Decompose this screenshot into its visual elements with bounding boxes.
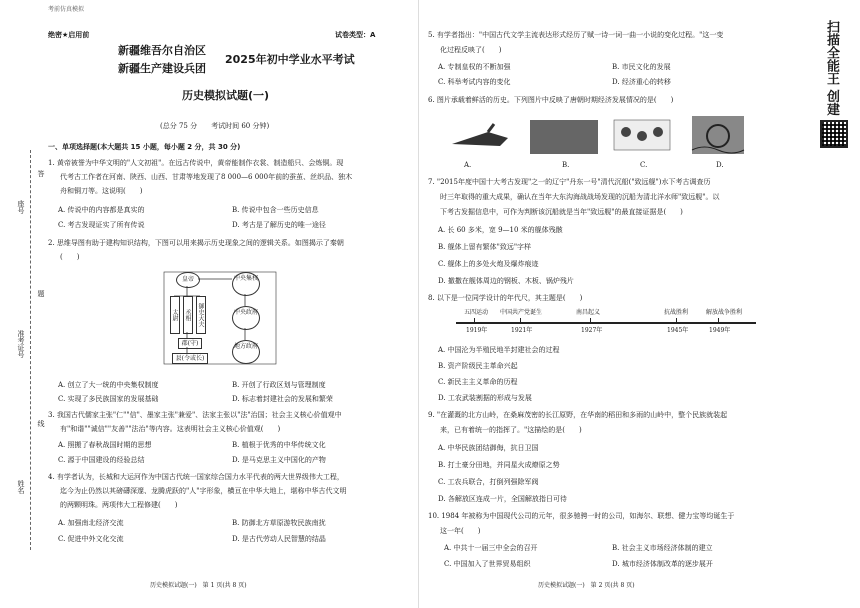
timeline-axis (456, 322, 756, 324)
seal-line: 线 (37, 420, 45, 427)
page-divider (418, 0, 419, 608)
scanner-brand: 扫描全能王 创建 (824, 20, 839, 116)
concept-circle-1: 中央集权 (232, 272, 260, 296)
timeline-year-4: 1945年 (667, 327, 689, 334)
exam-no-label: 准考证号 (17, 330, 25, 358)
q6-image-c-carving[interactable] (612, 116, 672, 154)
q9-option-a[interactable]: A. 中华民族团结御侮，抗日卫国 (438, 444, 539, 452)
carving-icon (612, 116, 672, 154)
q7-option-b[interactable]: B. 舰体上留有繁体"致远"字样 (438, 243, 532, 251)
jun-node: 郡(守) (178, 338, 202, 349)
q6-label-d: D. (716, 161, 724, 169)
timeline-tick-2 (520, 318, 521, 324)
concept-circle-2: 中央政府 (232, 306, 260, 330)
q7-option-a[interactable]: A. 长 60 多米，宽 9—10 米的舰体残骸 (438, 226, 563, 234)
chengxiang-node: 丞相 (183, 296, 193, 334)
timeline-year-3: 1927年 (581, 327, 603, 334)
qr-code-icon[interactable] (820, 120, 848, 148)
xian-node: 县(令或长) (172, 353, 208, 364)
taiwei-node: 太尉 (170, 296, 180, 334)
q10-option-b[interactable]: B. 社会主义市场经济体制的建立 (612, 544, 713, 552)
q6-image-b-bronze[interactable] (530, 120, 598, 154)
plough-icon (448, 118, 518, 154)
q2-option-a[interactable]: A. 创立了大一统的中央集权制度 (58, 381, 159, 389)
yushi-node: 御史大夫 (196, 296, 206, 334)
q4-option-a[interactable]: A. 加强南北经济交流 (58, 519, 124, 527)
timeline-event-1: 五四运动 (464, 309, 489, 316)
q6-image-a-plough[interactable] (448, 118, 518, 154)
seal-question: 题 (37, 290, 45, 297)
q5-option-b[interactable]: B. 市民文化的发展 (612, 63, 671, 71)
timeline-event-3: 南昌起义 (576, 309, 601, 316)
q6-label-b: B. (562, 161, 570, 169)
waterwheel-icon (690, 114, 746, 156)
q4-line-3: 的两颗明珠。两项伟大工程修建( ) (60, 501, 178, 509)
q4-line-1: 4. 有学者认为，长城和大运河作为中国古代统一国家综合国力水平代表的两大世界级伟大工程， (48, 473, 344, 481)
q1-option-c[interactable]: C. 考古发现证实了所有传说 (58, 221, 145, 229)
name-label: 姓名 (17, 480, 25, 494)
q9-option-c[interactable]: C. 工农兵联合，打倒列强除军阀 (438, 478, 539, 486)
q4-option-d[interactable]: D. 是古代劳动人民智慧的结晶 (232, 535, 326, 543)
q1-option-d[interactable]: D. 考古是了解历史的唯一途径 (232, 221, 326, 229)
q4-line-2: 迄今为止仍然以其磅礴深邃、龙腾虎跃的"人"字形象，横亘在中华大地上，堪称中华古代文明 (60, 487, 347, 495)
q7-line-3: 下考古发掘信息中，可作为判断该沉船就是当年"致远舰"的最直接证据是( ) (440, 208, 683, 216)
timeline-tick-5 (718, 318, 719, 324)
seal-answer: 答 (37, 170, 45, 177)
q8-option-d[interactable]: D. 工农武装割据的形成与发展 (438, 394, 532, 402)
region-line-2: 新疆生产建设兵团 (118, 62, 206, 75)
mind-map-connectors (160, 268, 280, 368)
timeline-tick-3 (590, 318, 591, 324)
timeline-event-4: 抗战胜利 (664, 309, 689, 316)
footer-left: 历史模拟试题(一) 第 1 页(共 8 页) (150, 582, 247, 589)
timeline-year-2: 1921年 (511, 327, 533, 334)
q5-option-d[interactable]: D. 经济重心的转移 (612, 78, 671, 86)
q2-line-1: 2. 思维导图有助于建构知识结构，下图可以用来揭示历史现象之间的逻辑关系。如图揭示了秦朝 (48, 239, 344, 247)
q5-option-c[interactable]: C. 科举考试内容的变化 (438, 78, 511, 86)
q1-line-2: 代考古工作者在河南、陕西、山西、甘肃等地发现了8 000—6 000年前的蚕茧、丝织品、独木 (60, 173, 353, 181)
q9-option-b[interactable]: B. 打土豪分田地，并同星火成燎原之势 (438, 461, 560, 469)
footer-right: 历史模拟试题(一) 第 2 页(共 8 页) (538, 582, 635, 589)
q6-label-a: A. (464, 161, 472, 169)
q10-line-2: 这一年( ) (440, 527, 481, 535)
timeline-year-5: 1949年 (709, 327, 731, 334)
q2-option-b[interactable]: B. 开创了行政区划与管理制度 (232, 381, 326, 389)
q5-line-2: 化过程反映了( ) (440, 46, 502, 54)
region-line-1: 新疆维吾尔自治区 (118, 44, 206, 57)
q10-option-d[interactable]: D. 城市经济体制改革的逐步展开 (612, 560, 713, 568)
concept-circle-3: 地方政府 (232, 340, 260, 364)
paper-type: 试卷类型：A (335, 31, 376, 39)
q2-option-d[interactable]: D. 标志着封建社会的发展和繁荣 (232, 395, 333, 403)
q9-line-2: 来，已有着统一的指挥了。"这描绘的是( ) (440, 426, 582, 434)
q5-option-a[interactable]: A. 专制皇权的不断加强 (438, 63, 511, 71)
subject-title: 历史模拟试题(一) (182, 89, 270, 102)
q4-option-c[interactable]: C. 促进中外文化交流 (58, 535, 124, 543)
emperor-node: 皇帝 (176, 272, 200, 288)
q1-line-3: 舟和铜刀等。这说明( ) (60, 187, 143, 195)
score-info: (总分 75 分 考试时间 60 分钟) (160, 122, 270, 130)
seal-dashed-line (30, 150, 31, 550)
q6-label-c: C. (640, 161, 648, 169)
watermark-text: 考前仿真模拟 (48, 6, 85, 13)
q8-line-1: 8. 以下是一位同学设计的年代尺，其主题是( ) (428, 294, 583, 302)
q1-option-b[interactable]: B. 传说中包含一些历史信息 (232, 206, 319, 214)
seat-label: 座号 (17, 200, 25, 214)
q10-option-a[interactable]: A. 中共十一届三中全会的召开 (444, 544, 538, 552)
q9-option-d[interactable]: D. 各解放区连成一片，全国解放指日可待 (438, 495, 567, 503)
timeline-event-5: 解放战争胜利 (706, 309, 743, 316)
q6-image-d-waterwheel[interactable] (690, 114, 746, 156)
exam-title: 2025年初中学业水平考试 (225, 53, 355, 66)
q3-option-b[interactable]: B. 植根于优秀的中华传统文化 (232, 441, 326, 449)
timeline-event-2: 中国共产党诞生 (500, 309, 543, 316)
q5-line-1: 5. 有学者指出："中国古代文学主流表达形式经历了赋一诗一词一曲一小说的变化过程。"这一变 (428, 31, 724, 39)
q1-option-a[interactable]: A. 传说中的内容都是真实的 (58, 206, 145, 214)
q3-option-d[interactable]: D. 是马克思主义中国化的产物 (232, 456, 326, 464)
q10-option-c[interactable]: C. 中国加入了世界贸易组织 (444, 560, 531, 568)
q6-line-1: 6. 图片承载着鲜活的历史。下列图片中反映了唐朝时期经济发展情况的是( ) (428, 96, 674, 104)
q10-line-1: 10. 1984 年被称为中国现代公司的元年，很多驰骋一时的公司，如海尔、联想、健力宝等均诞生于 (428, 512, 735, 520)
section-1-title: 一、单项选择题(本大题共 15 小题，每小题 2 分，共 30 分) (48, 143, 241, 151)
q3-line-2: 有"和谐""诚信""友善""法治"等内容。这表明社会主义核心价值观( ) (60, 425, 281, 433)
timeline-tick-4 (676, 318, 677, 324)
q2-line-2: ( ) (60, 253, 80, 261)
q8-option-c[interactable]: C. 新民主主义革命的历程 (438, 378, 518, 386)
q8-option-a[interactable]: A. 中国沦为半殖民地半封建社会的过程 (438, 346, 560, 354)
q4-option-b[interactable]: B. 防御北方草原游牧民族南扰 (232, 519, 326, 527)
q8-option-b[interactable]: B. 资产阶级民主革命兴起 (438, 362, 518, 370)
secret-label: 绝密★启用前 (48, 31, 90, 39)
q3-line-1: 3. 我国古代儒家主张"仁""信"、墨家主张"兼爱"、法家主张以"法"治国；社会主义核心价值观中 (48, 411, 342, 419)
q2-option-c[interactable]: C. 实现了多民族国家的发展基础 (58, 395, 159, 403)
q3-option-c[interactable]: C. 源于中国建设的经验总结 (58, 456, 145, 464)
q7-option-d[interactable]: D. 撤撒在舰体周边的钢板、木板、锅炉残片 (438, 277, 574, 285)
q7-option-c[interactable]: C. 舰体上的多处火炮及爆炸痕迹 (438, 260, 539, 268)
q9-line-1: 9. "在灌溉的北方山岭，在桑麻茂密的长江原野，在华南的稻田和多雨的山岭中，整个民族就装起 (428, 411, 728, 419)
q7-line-1: 7. "2015年度中国十大考古发现"之一的辽宁"丹东一号"清代沉船("致远舰")水下考古调查历 (428, 178, 711, 186)
timeline-tick-1 (474, 318, 475, 324)
timeline-year-1: 1919年 (466, 327, 488, 334)
q1-line-1: 1. 黄帝被誉为中华文明的"人文初祖"。在远古传说中，黄帝能制作衣裳、制造船只、会炼铜。现 (48, 159, 344, 167)
q7-line-2: 时三年取得的重大成果，确认在当年大东沟海战战场发现的沉船为清北洋水师"致远舰"。以 (440, 193, 720, 201)
q3-option-a[interactable]: A. 照搬了春秋战国时期的思想 (58, 441, 152, 449)
